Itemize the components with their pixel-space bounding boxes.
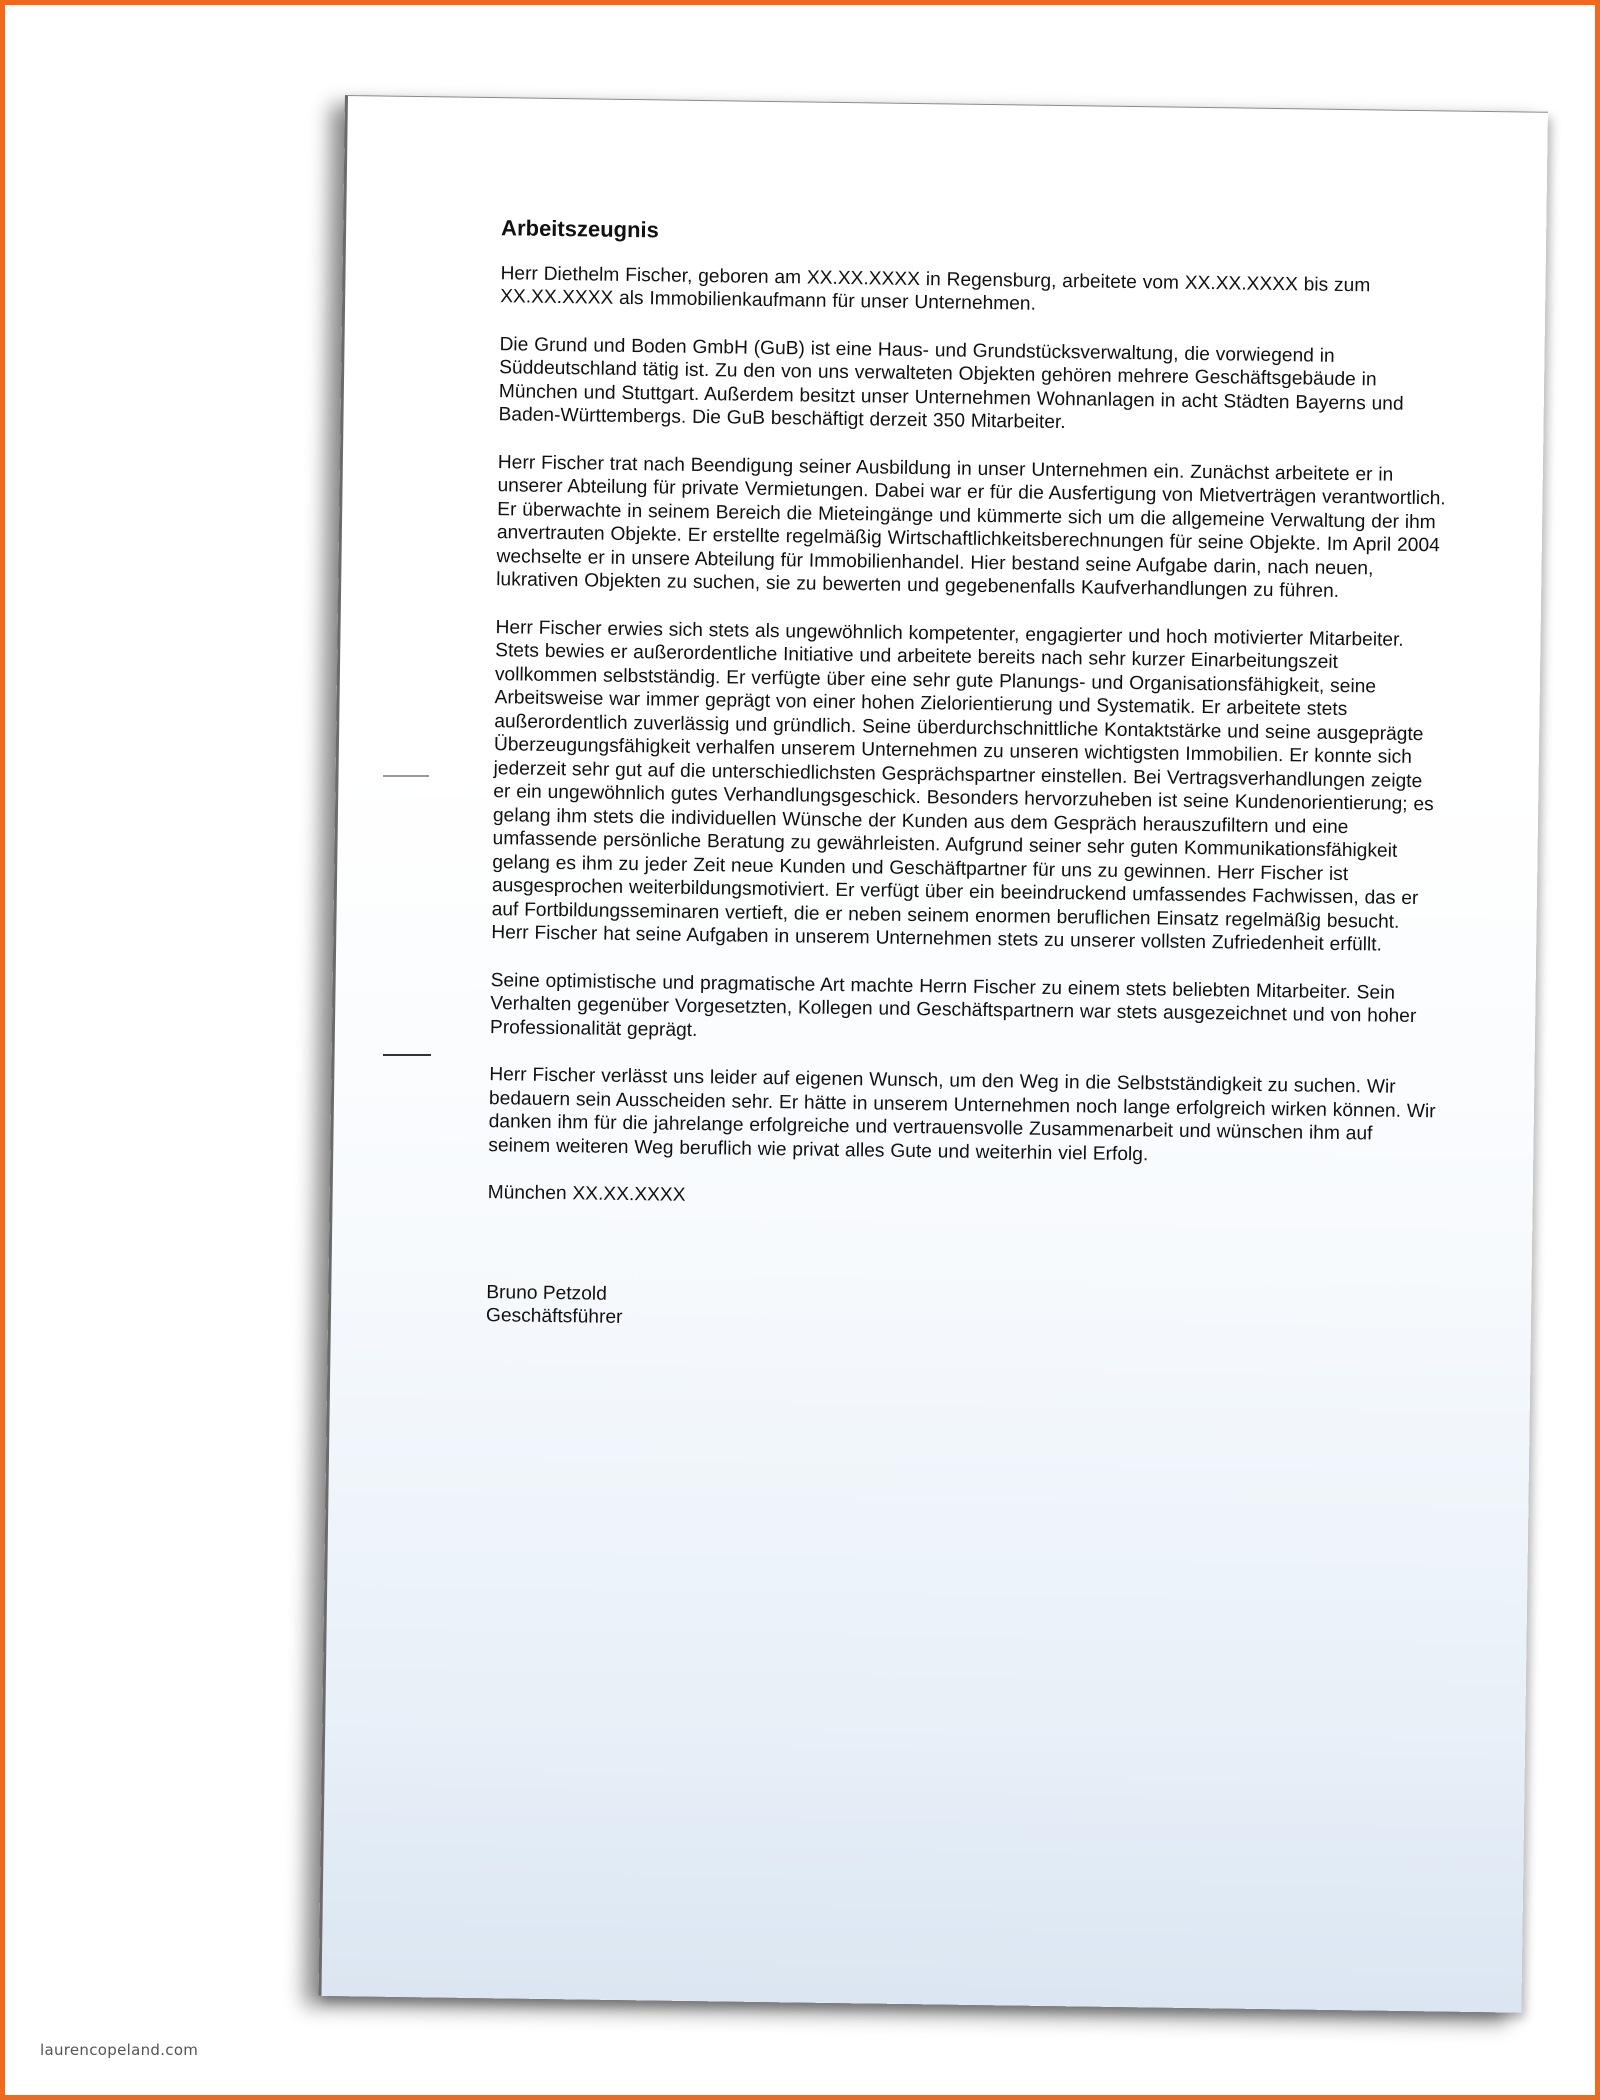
signatory-role: Geschäftsführer [485,1305,623,1328]
letter-body [486,216,1451,1341]
document-page [318,95,1547,2013]
paragraph-performance: Herr Fischer erwies sich stets als ungewöhnlich kompetenter, engagierter und hoch motivierter Mitarbeiter. Stets bewies er außerordentliche Initiative und arbeitete bereits nach sehr kurzer Einarbeitungszeit vollkommen selbstständig. Er verfügte über eine sehr gute Planungs- und Organisationsfähigkeit, seine Arbeitsweise war immer geprägt von einer hohen Zielorientierung und Systematik. Er arbeitete stets außerordentlich zuverlässig und gründlich. Seine überdurchschnittliche Kontaktstärke und seine ausgeprägte Überzeugungsfähigkeit verhalfen unserem Unternehmen zu unseren wichtigsten Immobilien. Er konnte sich jederzeit sehr gut auf die unterschiedlichsten Gesprächspartner einstellen. Bei Vertragsverhandlungen zeigte er ein ungewöhnlich gutes Verhandlungsgeschick. Besonders hervorzuheben ist seine Kundenorientierung; es gelang ihm stets die individuellen Wünsche der Kunden aus dem Gespräch herauszufiltern und eine umfassende persönliche Beratung zu gewährleisten. Aufgrund seiner sehr guten Kommunikationsfähigkeit gelang es ihm zu jeder Zeit neue Kunden und Geschäftpartner für uns zu gewinnen. Herr Fischer ist ausgesprochen weiterbildungsmotiviert. Er verfügt über ein beeindruckend umfassendes Fachwissen, das er auf Fortbildungsseminaren vertieft, die er neben seinem enormen beruflichen Einsatz regelmäßig besucht. Herr Fischer hat seine Aufgaben in unserem Unternehmen stets zu unserer vollsten Zufriedenheit erfüllt. [491,616,1434,956]
signatory-name: Bruno Petzold [486,1281,607,1305]
paragraph-conduct: Seine optimistische und pragmatische Art machte Herrn Fischer zu einem stets beliebten Mitarbeiter. Sein Verhalten gegenüber Vorgesetzten, Kollegen und Geschäftspartnern war stets ausgezeichnet und von hoher Professionalität geprägt. [489,969,1417,1041]
paragraph-duties: Herr Fischer trat nach Beendigung seiner Ausbildung in unser Unternehmen ein. Zunächst arbeitete er in unserer Abteilung für private Vermietungen. Dabei war er für die Ausfertigung von Mietverträgen verantwortlich. Er überwachte in seinem Bereich die Mieteingänge und kümmerte sich um die allgemeine Verwaltung der ihm anvertrauten Objekte. Er erstellte regelmäßig Wirtschaftlichkeitsberechnungen für seine Objekte. Im April 2004 wechselte er in unsere Abteilung für Immobilienhandel. Hier bestand seine Aufgabe darin, nach neuen, lukrativen Objekten zu suchen, sie zu bewerten und gegebenenfalls Kaufverhandlungen zu führen. [496,451,1446,602]
paragraph-company: Die Grund und Boden GmbH (GuB) ist eine Haus- und Grundstücksverwaltung, die vorwiegend in Süddeutschland tätig ist. Zu den von uns verwalteten Objekten gehören mehrere Geschäftsgebäude in München und Stuttgart. Außerdem besitzt unser Unternehmen Wohnanlagen in acht Städten Bayerns und Baden-Württembergs. Die GuB beschäftigt derzeit 350 Mitarbeiter. [498,333,1404,434]
fold-mark [383,775,429,777]
document-title: Arbeitszeugnis [500,215,660,243]
paragraph-farewell: Herr Fischer verlässt uns leider auf eigenen Wunsch, um den Weg in die Selbstständigkeit zu suchen. Wir bedauern sein Ausscheiden sehr. Er hätte in unserem Unternehmen noch lange erfolgreich wirken können. Wir danken ihm für die jahrelange erfolgreiche und vertrauensvolle Zusammenarbeit und wünschen ihm auf seinem weiteren Weg beruflich wie privat alles Gute und weiterhin viel Erfolg. [488,1064,1436,1165]
punch-mark [383,1054,431,1056]
paragraph-employment: Herr Diethelm Fischer, geboren am XX.XX.XXXX in Regensburg, arbeitete vom XX.XX.XXXX bis zum XX.XX.XXXX als Immobilienkaufmann für unser Unternehmen. [500,262,1371,315]
place-date: München XX.XX.XXXX [487,1182,686,1206]
watermark-text: laurencopeland.com [40,2041,199,2059]
